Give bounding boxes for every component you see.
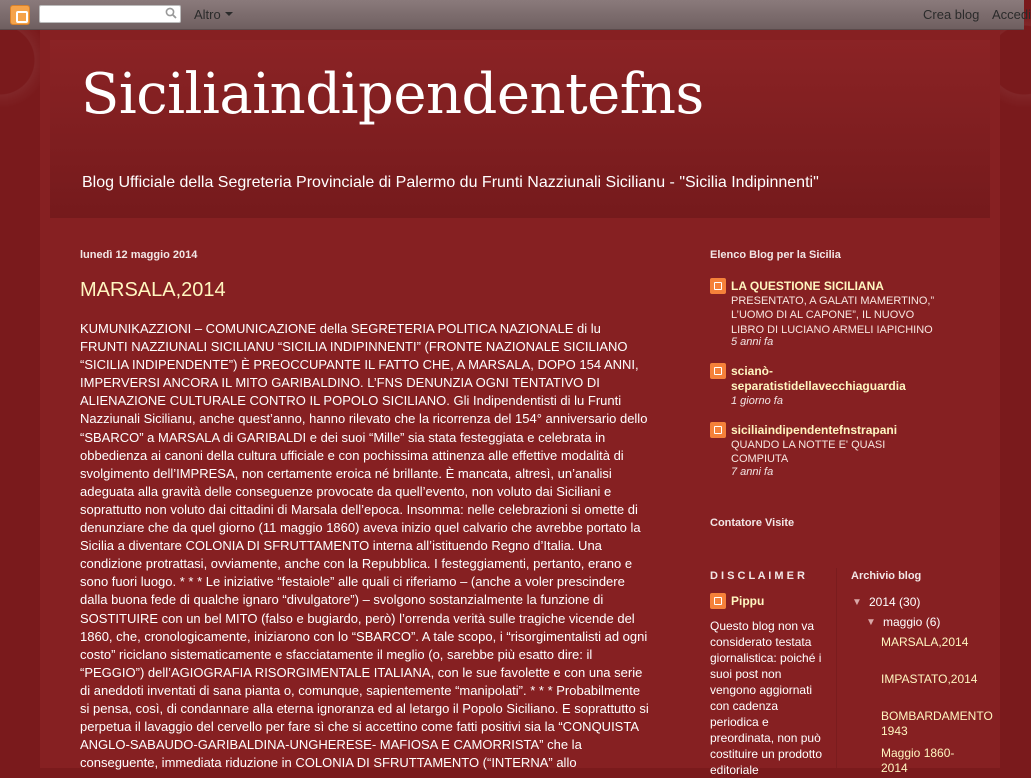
blog-title[interactable]: Siciliaindipendentefns (81, 62, 704, 127)
disclaimer-text: Questo blog non va considerato testata giornalistica: poiché i suoi post non vengono aggiornati con cadenza periodica e preordinata, non può costituire un prodotto editoriale (710, 619, 823, 777)
navbar-search-input[interactable] (39, 5, 181, 23)
create-blog-link[interactable]: Crea blog (923, 7, 980, 22)
blogger-profile-icon (710, 593, 726, 609)
blog-list-item-age: 5 anni fa (731, 336, 774, 348)
blog-list-item-name[interactable]: LA QUESTIONE SICILIANA (731, 279, 884, 293)
login-link[interactable]: Accedi (992, 7, 1031, 22)
blog-list-item-age: 1 giorno fa (731, 395, 783, 407)
archive-post-link[interactable]: BOMBARDAMENTO 1943 (881, 709, 993, 738)
blogger-navbar (0, 0, 1031, 30)
blogger-icon (710, 422, 726, 438)
blog-list-item-post[interactable]: PRESENTATO, A GALATI MAMERTINO,” L’UOMO DI AL CAPONE”, IL NUOVO LIBRO DI LUCIANO ARMELI IAPICHINO (731, 295, 935, 336)
blog-list-item-name[interactable]: scianò-separatistidellavecchiaguardia (731, 364, 906, 393)
disclaimer-author[interactable]: Pippu (731, 594, 765, 608)
blog-list-item-post[interactable]: QUANDO LA NOTTE E' QUASI COMPIUTA (731, 439, 886, 466)
archive-post-link[interactable]: IMPASTATO,2014 (881, 672, 978, 686)
blogger-icon (710, 363, 726, 379)
archive-title: Archivio blog (851, 570, 922, 582)
navbar-more-menu[interactable]: Altro (194, 7, 221, 22)
post-date: lunedì 12 maggio 2014 (80, 249, 198, 261)
post-title[interactable]: MARSALA,2014 (80, 279, 226, 301)
blog-description: Blog Ufficiale della Segreteria Provinciale di Palermo du Frunti Nazziunali Sicilianu - "Sicilia Indipinnenti" (82, 174, 819, 191)
chevron-down-icon (225, 12, 233, 16)
column-divider (836, 568, 837, 768)
blog-list-title: Elenco Blog per la Sicilia (710, 249, 841, 261)
archive-post-link[interactable]: Maggio 1860-2014 (881, 746, 955, 775)
archive-year[interactable]: 2014 (30) (869, 595, 921, 609)
search-icon[interactable] (165, 7, 177, 19)
visit-counter-title: Contatore Visite (710, 517, 795, 529)
blog-list-item-name[interactable]: siciliaindipendentefnstrapani (731, 423, 898, 437)
archive-month[interactable]: maggio (6) (883, 615, 941, 629)
triangle-down-icon[interactable]: ▼ (852, 597, 862, 608)
triangle-down-icon[interactable]: ▼ (866, 617, 876, 628)
post-body: KUMUNIKAZZIONI – COMUNICAZIONE della SEGRETERIA POLITICA NAZIONALE di lu FRUNTI NAZZIUNALI SICILIANU “SICILIA INDIPINNENTI” (FRONTE NAZIONALE SICILIANO “SICILIA INDIPENDENTE”) È PREOCCUPANTE IL FATTO CHE, A MARSALA, DOPO 154 ANNI, IMPERVERSI ANCORA IL MITO GARIBALDINO. L’FNS DENUNZIA OGNI TENTATIVO DI ALIENAZIONE CULTURALE CONTRO IL POPOLO SICILIANO. Gli Indipendentisti di lu Frunti Nazziunali Sicilianu, anche quest’anno, hanno rilevato che la ricorrenza del 154° anniversario dello “SBARCO” a MARSALA di GARIBALDI e dei suoi “Mille” sia stata festeggiata e celebrata in obbedienza ai canoni della cultura ufficiale e con pochissima attinenza alle effettive modalità di svolgimento dell’IMPRESA, non certamente eroica né brillante. È mancata, altresì, un’analisi adeguata alla gravità delle conseguenze provocate da quell’evento, non voluto dai Siciliani e soprattutto non voluto dai cittadini di Marsala dell’epoca. Insomma: nelle celebrazioni si omette di denunziare che da quel giorno (11 maggio 1860) aveva inizio quel calvario che avrebbe portato la Sicilia a diventare COLONIA DI SFRUTTAMENTO interna all’istituendo Regno d’Italia. Una condizione protrattasi, ovviamente, anche con la Repubblica. I festeggiamenti, pertanto, erano e sono fuori luogo. * * * Le iniziative “festaiole” alle quali ci riferiamo – (anche a voler prescindere dalla buona fede di qualche ignaro “divulgatore”) – svolgono sostanzialmente la funzione di SOSTITUIRE con un bel MITO (falso e bugiardo, però) l’orrenda verità sulle tragiche vicende del 1860, che, cronologicamente, iniziarono con lo “SBARCO”. A tale scopo, i “risorgimentalisti ad ogni costo” riciclano sistematicamente e sfacciatamente il meglio (o, sarebbe più esatto dire: il “PEGGIO”) dell’AGIOGRAFIA RISORGIMENTALE ITALIANA, con le sue favolette e con una serie di aneddoti inventati di sana pianta o, comunque, sapientemente “manipolati”. * * * Probabilmente si pensa, così, di condannare alla eterna ignoranza ed al letargo il Popolo Siciliano. E soprattutto si perpetua il lavaggio del cervello per fare sì che si accettino come fatti positivi sia la “CONQUISTA ANGLO-SABAUDO-GARIBALDINA-UNGHERESE- MAFIOSA E CAMORRISTA” che la conseguente, immediata riduzione in COLONIA DI SFRUTTAMENTO (“INTERNA” allo (80, 321, 649, 771)
blogger-logo-icon[interactable] (10, 5, 30, 25)
blogger-icon (710, 278, 726, 294)
disclaimer-title: D I S C L A I M E R (710, 570, 805, 582)
blog-list-item-age: 7 anni fa (731, 466, 774, 478)
archive-post-link[interactable]: MARSALA,2014 (881, 635, 969, 649)
